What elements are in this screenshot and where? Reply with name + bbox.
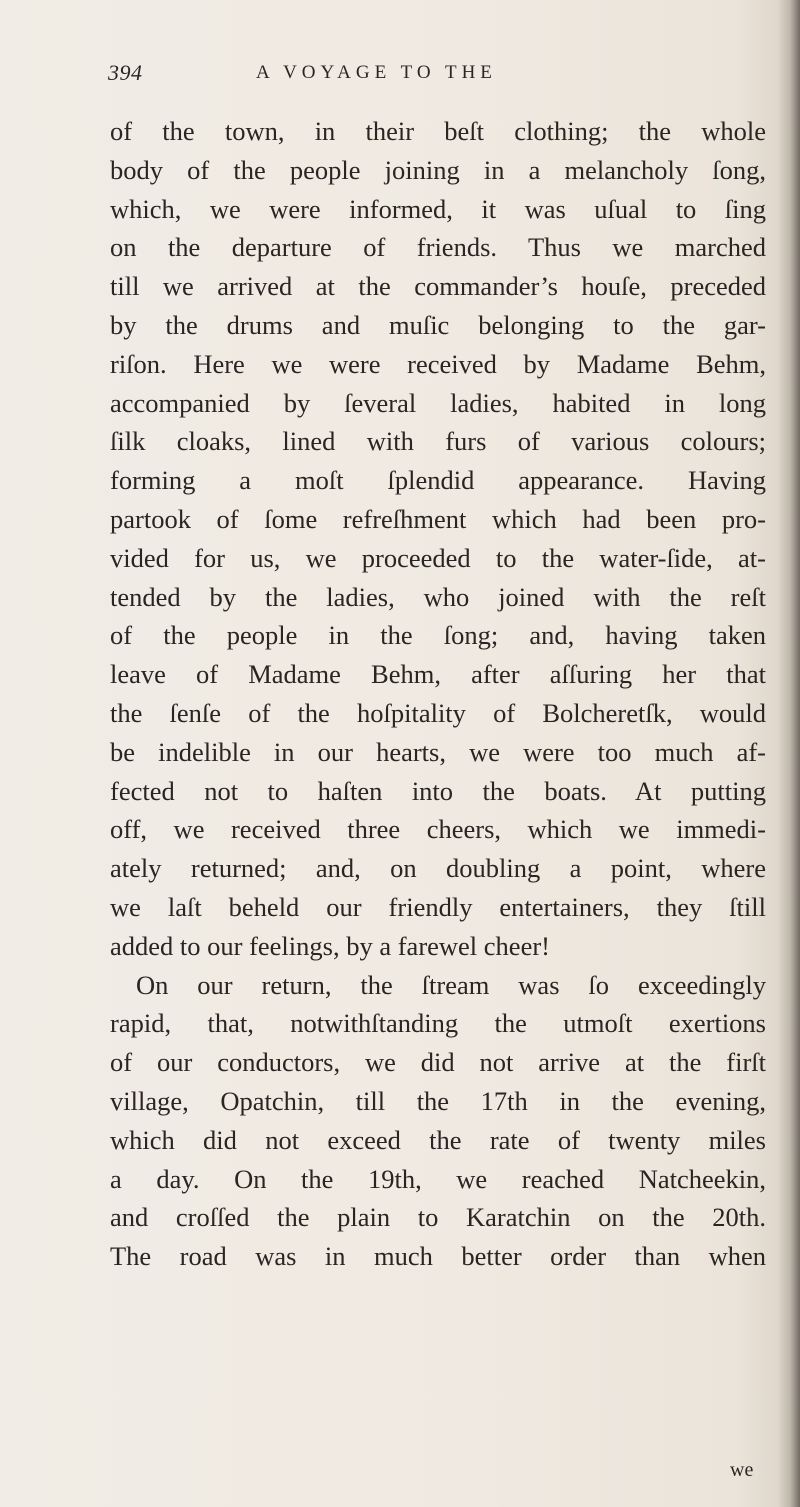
page-header (108, 60, 628, 96)
text-line: and croſſed the plain to Karatchin on the 20th. (110, 1202, 766, 1233)
text-line: accompanied by ſeveral ladies, habited in long (110, 387, 766, 418)
text-line: a day. On the 19th, we reached Natcheekin, (110, 1163, 766, 1194)
text-line: off, we received three cheers, which we immedi- (110, 814, 766, 845)
text-line: On our return, the ſtream was ſo exceedingly (136, 969, 766, 1000)
text-line: village, Opatchin, till the 17th in the evening, (110, 1085, 766, 1116)
page-edge-shadow (778, 0, 800, 1507)
text-line: tended by the ladies, who joined with the reſt (110, 581, 766, 612)
text-line: added to our feelings, by a farewel cheer! (110, 930, 550, 961)
text-line: ſilk cloaks, lined with furs of various colours; (110, 426, 766, 457)
text-line: forming a moſt ſplendid appearance. Having (110, 465, 766, 496)
text-line: ately returned; and, on doubling a point, where (110, 853, 766, 884)
text-line: of our conductors, we did not arrive at the firſt (110, 1047, 766, 1078)
page-number: 394 (108, 60, 143, 85)
text-line: on the departure of friends. Thus we marched (110, 232, 766, 263)
text-line: of the town, in their beſt clothing; the whole (110, 116, 766, 146)
body-text (110, 112, 766, 1276)
text-line: which, we were informed, it was uſual to ſing (110, 193, 766, 224)
text-line: the ſenſe of the hoſpitality of Bolcheretſk, would (110, 697, 766, 728)
text-line: till we arrived at the commander’s houſe, preceded (110, 271, 766, 302)
text-line: riſon. Here we were received by Madame Behm, (110, 348, 766, 379)
text-line: partook of ſome refreſhment which had been pro- (110, 503, 766, 534)
text-line: by the drums and muſic belonging to the gar- (110, 309, 766, 340)
text-line: leave of Madame Behm, after aſſuring her that (110, 659, 766, 690)
text-line: fected not to haſten into the boats. At putting (110, 775, 766, 806)
text-line: body of the people joining in a melancholy ſong, (110, 154, 766, 185)
text-line: The road was in much better order than when (110, 1241, 766, 1272)
text-line: we laſt beheld our friendly entertainers, they ſtill (110, 891, 766, 922)
text-line: of the people in the ſong; and, having taken (110, 620, 766, 651)
text-line: vided for us, we proceeded to the water-ſide, at- (110, 542, 766, 573)
text-line: rapid, that, notwithſtanding the utmoſt exertions (110, 1008, 766, 1039)
text-line: which did not exceed the rate of twenty miles (110, 1124, 766, 1155)
catchword: we (730, 1459, 754, 1481)
text-line: be indelible in our hearts, we were too much af- (110, 736, 766, 767)
running-head: A VOYAGE TO THE (256, 62, 497, 83)
